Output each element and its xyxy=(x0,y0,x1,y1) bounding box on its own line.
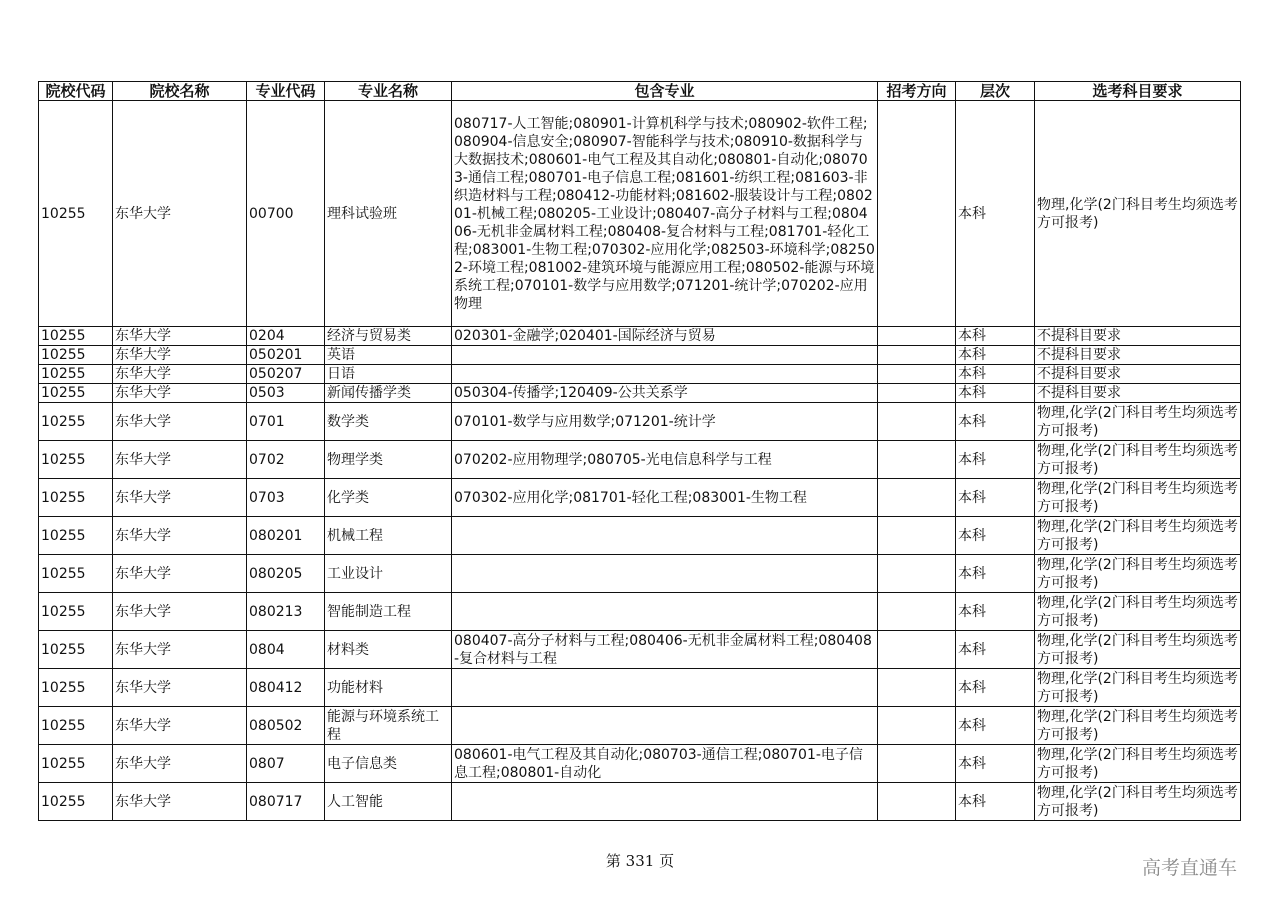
subject-requirement-cell: 不提科目要求 xyxy=(1035,384,1241,403)
school-name-cell: 东华大学 xyxy=(113,327,247,346)
school-name-cell: 东华大学 xyxy=(113,101,247,327)
major-code-cell: 0807 xyxy=(247,745,325,783)
level-cell: 本科 xyxy=(956,327,1035,346)
table-row xyxy=(39,441,1241,479)
subject-requirement-cell: 物理,化学(2门科目考生均须选考方可报考) xyxy=(1035,669,1241,707)
school-code-cell: 10255 xyxy=(39,593,113,631)
header-school-name: 院校名称 xyxy=(113,82,247,101)
major-name-cell: 人工智能 xyxy=(325,783,452,821)
major-code-cell: 080412 xyxy=(247,669,325,707)
direction-cell xyxy=(878,441,956,479)
subject-requirement-cell: 不提科目要求 xyxy=(1035,327,1241,346)
major-name-cell: 新闻传播学类 xyxy=(325,384,452,403)
included-majors-cell: 080601-电气工程及其自动化;080703-通信工程;080701-电子信息工程;080801-自动化 xyxy=(452,745,878,783)
table-row xyxy=(39,403,1241,441)
school-code-cell: 10255 xyxy=(39,631,113,669)
school-code-cell: 10255 xyxy=(39,101,113,327)
major-code-cell: 0804 xyxy=(247,631,325,669)
school-name-cell: 东华大学 xyxy=(113,593,247,631)
level-cell: 本科 xyxy=(956,403,1035,441)
school-name-cell: 东华大学 xyxy=(113,517,247,555)
school-name-cell: 东华大学 xyxy=(113,403,247,441)
school-code-cell: 10255 xyxy=(39,745,113,783)
school-name-cell: 东华大学 xyxy=(113,669,247,707)
major-name-cell: 材料类 xyxy=(325,631,452,669)
major-name-cell: 数学类 xyxy=(325,403,452,441)
direction-cell xyxy=(878,384,956,403)
direction-cell xyxy=(878,745,956,783)
included-majors-cell: 070101-数学与应用数学;071201-统计学 xyxy=(452,403,878,441)
page-number: 第 331 页 xyxy=(605,852,675,870)
direction-cell xyxy=(878,555,956,593)
table-row xyxy=(39,101,1241,327)
subject-requirement-cell: 物理,化学(2门科目考生均须选考方可报考) xyxy=(1035,783,1241,821)
school-name-cell: 东华大学 xyxy=(113,479,247,517)
header-level: 层次 xyxy=(956,82,1035,101)
level-cell: 本科 xyxy=(956,384,1035,403)
included-majors-cell: 080717-人工智能;080901-计算机科学与技术;080902-软件工程;080904-信息安全;080907-智能科学与技术;080910-数据科学与大数据技术;080601-电气工程及其自动化;080801-自动化;080703-通信工程;080701-电子信息工程;081601-纺织工程;081603-非织造材料与工程;080412-功能材料;081602-服装设计与工程;080201-机械工程;080205-工业设计;080407-高分子材料与工程;080406-无机非金属材料工程;080408-复合材料与工程;081701-轻化工程;083001-生物工程;070302-应用化学;082503-环境科学;082502-环境工程;081002-建筑环境与能源应用工程;080502-能源与环境系统工程;070101-数学与应用数学;071201-统计学;070202-应用物理 xyxy=(452,101,878,327)
subject-requirement-cell: 物理,化学(2门科目考生均须选考方可报考) xyxy=(1035,441,1241,479)
school-name-cell: 东华大学 xyxy=(113,707,247,745)
school-name-cell: 东华大学 xyxy=(113,745,247,783)
watermark-text: 高考直通车 xyxy=(1142,857,1238,879)
included-majors-cell: 070202-应用物理学;080705-光电信息科学与工程 xyxy=(452,441,878,479)
level-cell: 本科 xyxy=(956,631,1035,669)
table-row xyxy=(39,365,1241,384)
major-code-cell: 050207 xyxy=(247,365,325,384)
major-name-cell: 工业设计 xyxy=(325,555,452,593)
included-majors-cell xyxy=(452,707,878,745)
table-row xyxy=(39,593,1241,631)
direction-cell xyxy=(878,783,956,821)
admission-requirements-table xyxy=(38,81,1241,821)
major-name-cell: 能源与环境系统工程 xyxy=(325,707,452,745)
table-row xyxy=(39,384,1241,403)
major-code-cell: 080205 xyxy=(247,555,325,593)
school-name-cell: 东华大学 xyxy=(113,365,247,384)
school-code-cell: 10255 xyxy=(39,555,113,593)
school-code-cell: 10255 xyxy=(39,403,113,441)
major-name-cell: 机械工程 xyxy=(325,517,452,555)
subject-requirement-cell: 物理,化学(2门科目考生均须选考方可报考) xyxy=(1035,745,1241,783)
table-row xyxy=(39,517,1241,555)
table-row xyxy=(39,669,1241,707)
header-direction: 招考方向 xyxy=(878,82,956,101)
table-row xyxy=(39,707,1241,745)
level-cell: 本科 xyxy=(956,555,1035,593)
direction-cell xyxy=(878,631,956,669)
major-name-cell: 理科试验班 xyxy=(325,101,452,327)
subject-requirement-cell: 物理,化学(2门科目考生均须选考方可报考) xyxy=(1035,707,1241,745)
school-code-cell: 10255 xyxy=(39,517,113,555)
major-name-cell: 日语 xyxy=(325,365,452,384)
included-majors-cell: 080407-高分子材料与工程;080406-无机非金属材料工程;080408-复合材料与工程 xyxy=(452,631,878,669)
major-name-cell: 功能材料 xyxy=(325,669,452,707)
subject-requirement-cell: 物理,化学(2门科目考生均须选考方可报考) xyxy=(1035,101,1241,327)
school-code-cell: 10255 xyxy=(39,441,113,479)
level-cell: 本科 xyxy=(956,517,1035,555)
major-code-cell: 0703 xyxy=(247,479,325,517)
header-school-code: 院校代码 xyxy=(39,82,113,101)
level-cell: 本科 xyxy=(956,745,1035,783)
direction-cell xyxy=(878,707,956,745)
subject-requirement-cell: 物理,化学(2门科目考生均须选考方可报考) xyxy=(1035,479,1241,517)
major-code-cell: 080717 xyxy=(247,783,325,821)
school-name-cell: 东华大学 xyxy=(113,631,247,669)
level-cell: 本科 xyxy=(956,593,1035,631)
header-major-name: 专业名称 xyxy=(325,82,452,101)
major-code-cell: 00700 xyxy=(247,101,325,327)
header-major-code: 专业代码 xyxy=(247,82,325,101)
major-name-cell: 智能制造工程 xyxy=(325,593,452,631)
major-code-cell: 0701 xyxy=(247,403,325,441)
major-code-cell: 050201 xyxy=(247,346,325,365)
level-cell: 本科 xyxy=(956,669,1035,707)
included-majors-cell: 070302-应用化学;081701-轻化工程;083001-生物工程 xyxy=(452,479,878,517)
subject-requirement-cell: 物理,化学(2门科目考生均须选考方可报考) xyxy=(1035,631,1241,669)
major-name-cell: 英语 xyxy=(325,346,452,365)
major-code-cell: 0702 xyxy=(247,441,325,479)
level-cell: 本科 xyxy=(956,101,1035,327)
included-majors-cell xyxy=(452,346,878,365)
subject-requirement-cell: 物理,化学(2门科目考生均须选考方可报考) xyxy=(1035,403,1241,441)
included-majors-cell: 020301-金融学;020401-国际经济与贸易 xyxy=(452,327,878,346)
major-code-cell: 080213 xyxy=(247,593,325,631)
major-code-cell: 080502 xyxy=(247,707,325,745)
table-row xyxy=(39,346,1241,365)
school-name-cell: 东华大学 xyxy=(113,555,247,593)
level-cell: 本科 xyxy=(956,365,1035,384)
level-cell: 本科 xyxy=(956,346,1035,365)
school-name-cell: 东华大学 xyxy=(113,384,247,403)
major-name-cell: 化学类 xyxy=(325,479,452,517)
school-name-cell: 东华大学 xyxy=(113,441,247,479)
direction-cell xyxy=(878,101,956,327)
major-code-cell: 0503 xyxy=(247,384,325,403)
table-row xyxy=(39,745,1241,783)
direction-cell xyxy=(878,403,956,441)
school-code-cell: 10255 xyxy=(39,365,113,384)
school-code-cell: 10255 xyxy=(39,479,113,517)
table-row xyxy=(39,631,1241,669)
subject-requirement-cell: 不提科目要求 xyxy=(1035,365,1241,384)
direction-cell xyxy=(878,517,956,555)
included-majors-cell xyxy=(452,593,878,631)
major-code-cell: 080201 xyxy=(247,517,325,555)
school-code-cell: 10255 xyxy=(39,384,113,403)
included-majors-cell xyxy=(452,365,878,384)
school-code-cell: 10255 xyxy=(39,346,113,365)
school-name-cell: 东华大学 xyxy=(113,783,247,821)
table-header-row xyxy=(39,82,1241,101)
subject-requirement-cell: 物理,化学(2门科目考生均须选考方可报考) xyxy=(1035,555,1241,593)
header-included-majors: 包含专业 xyxy=(452,82,878,101)
direction-cell xyxy=(878,346,956,365)
major-code-cell: 0204 xyxy=(247,327,325,346)
included-majors-cell xyxy=(452,555,878,593)
subject-requirement-cell: 物理,化学(2门科目考生均须选考方可报考) xyxy=(1035,593,1241,631)
direction-cell xyxy=(878,327,956,346)
direction-cell xyxy=(878,669,956,707)
included-majors-cell xyxy=(452,669,878,707)
direction-cell xyxy=(878,365,956,384)
direction-cell xyxy=(878,593,956,631)
school-code-cell: 10255 xyxy=(39,327,113,346)
table-row xyxy=(39,479,1241,517)
school-code-cell: 10255 xyxy=(39,783,113,821)
table-body xyxy=(39,101,1241,821)
level-cell: 本科 xyxy=(956,707,1035,745)
major-name-cell: 经济与贸易类 xyxy=(325,327,452,346)
subject-requirement-cell: 物理,化学(2门科目考生均须选考方可报考) xyxy=(1035,517,1241,555)
major-name-cell: 物理学类 xyxy=(325,441,452,479)
level-cell: 本科 xyxy=(956,479,1035,517)
header-subject-requirement: 选考科目要求 xyxy=(1035,82,1241,101)
level-cell: 本科 xyxy=(956,783,1035,821)
direction-cell xyxy=(878,479,956,517)
table-row xyxy=(39,783,1241,821)
school-code-cell: 10255 xyxy=(39,707,113,745)
table-row xyxy=(39,327,1241,346)
major-name-cell: 电子信息类 xyxy=(325,745,452,783)
school-code-cell: 10255 xyxy=(39,669,113,707)
included-majors-cell xyxy=(452,517,878,555)
subject-requirement-cell: 不提科目要求 xyxy=(1035,346,1241,365)
school-name-cell: 东华大学 xyxy=(113,346,247,365)
level-cell: 本科 xyxy=(956,441,1035,479)
included-majors-cell: 050304-传播学;120409-公共关系学 xyxy=(452,384,878,403)
table-row xyxy=(39,555,1241,593)
included-majors-cell xyxy=(452,783,878,821)
